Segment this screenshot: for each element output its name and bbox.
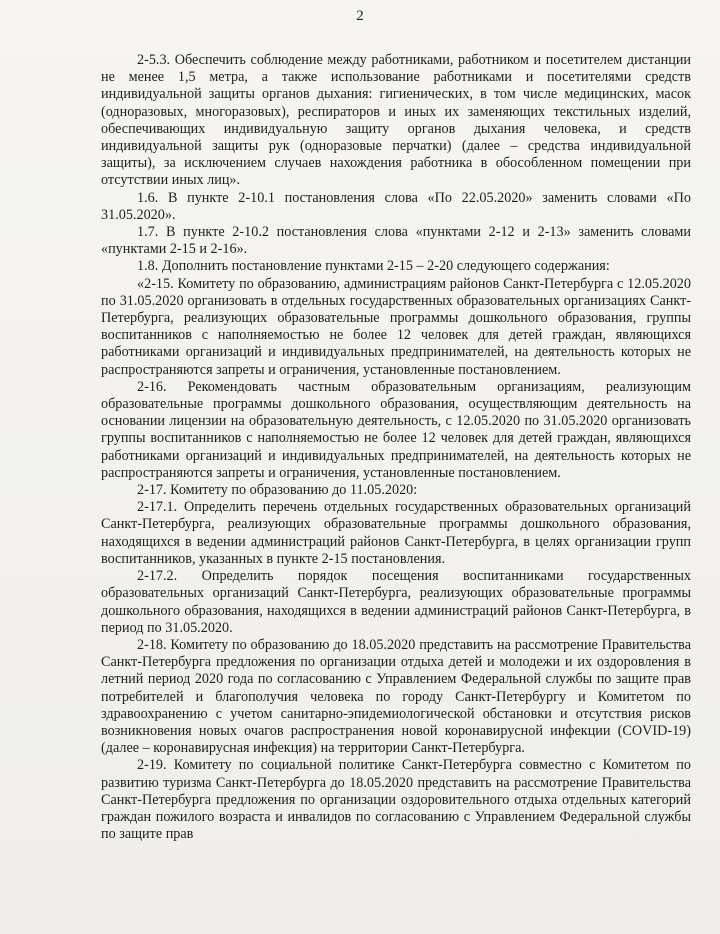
document-body — [101, 52, 691, 843]
paragraph-2-18: 2-18. Комитету по образованию до 18.05.2020 представить на рассмотрение Правительства Санкт-Петербурга предложения по организации отдыха детей и молодежи и их оздоровления в летний период 2020 года по согласованию с Управлением Федеральной службы по защите прав потребителей и благополучия человека по городу Санкт-Петербургу и Комитетом по здравоохранению с учетом санитарно-эпидемиологической обстановки и отсутствия рисков возникновения новых очагов распространения новой коронавирусной инфекции (COVID-19) (далее – коронавирусная инфекция) на территории Санкт-Петербурга. — [101, 636, 691, 757]
paragraph-2-19: 2-19. Комитету по социальной политике Санкт-Петербурга совместно с Комитетом по развитию туризма Санкт-Петербурга до 18.05.2020 представить на рассмотрение Правительства Санкт-Петербурга предложения по организации оздоровительного отдыха отдельных категорий граждан пожилого возраста и инвалидов по согласованию с Управлением Федеральной службы по защите прав — [101, 757, 691, 843]
paragraph-2-5-3: 2-5.3. Обеспечить соблюдение между работниками, работником и посетителем дистанции не менее 1,5 метра, а также использование работниками и посетителями средств индивидуальной защиты органов дыхания: гигиенических, в том числе медицинских, масок (одноразовых, многоразовых), респираторов и иных их заменяющих текстильных изделий, обеспечивающих индивидуальную защиту органов дыхания человека, и средств индивидуальной защиты рук (одноразовые перчатки) (далее – средства индивидуальной защиты), за исключением случаев нахождения работника в обособленном помещении при отсутствии иных лиц». — [101, 52, 691, 189]
page-number: 2 — [356, 8, 364, 24]
paragraph-1-8: 1.8. Дополнить постановление пунктами 2-15 – 2-20 следующего содержания: — [137, 258, 610, 275]
paragraph-2-16: 2-16. Рекомендовать частным образовательным организациям, реализующим образовательные программы дошкольного образования, осуществляющим деятельность на основании лицензии на образовательную деятельность, с 12.05.2020 по 31.05.2020 организовать группы воспитанников с наполняемостью не более 12 человек для детей граждан, являющихся работниками организаций и индивидуальных предпринимателей, на деятельность которых не распространяются запреты и ограничения, установленные постановлением. — [101, 378, 691, 481]
paragraph-2-17: 2-17. Комитету по образованию до 11.05.2020: — [137, 482, 418, 499]
paragraph-1-7: 1.7. В пункте 2-10.2 постановления слова «пунктами 2-12 и 2-13» заменить словами «пунктами 2-15 и 2-16». — [101, 224, 691, 258]
paragraph-2-17-2: 2-17.2. Определить порядок посещения воспитанниками государственных образовательных организаций Санкт-Петербурга, реализующих образовательные программы дошкольного образования, находящихся в ведении администраций районов Санкт-Петербурга, в период по 31.05.2020. — [101, 568, 691, 636]
paragraph-2-17-1: 2-17.1. Определить перечень отдельных государственных образовательных организаций Санкт-Петербурга, реализующих образовательные программы дошкольного образования, находящихся в ведении администраций районов Санкт-Петербурга, в целях организации групп воспитанников, указанных в пункте 2-15 постановления. — [101, 499, 691, 567]
paragraph-1-6: 1.6. В пункте 2-10.1 постановления слова «По 22.05.2020» заменить словами «По 31.05.2020». — [101, 189, 691, 223]
paragraph-2-15: «2-15. Комитету по образованию, администрациям районов Санкт-Петербурга с 12.05.2020 по 31.05.2020 организовать в отдельных государственных образовательных организациях Санкт-Петербурга, реализующих образовательные программы дошкольного образования, группы воспитанников с наполняемостью не более 12 человек для детей граждан, являющихся работниками организаций и индивидуальных предпринимателей, на деятельность которых не распространяются запреты и ограничения, установленные постановлением. — [101, 275, 691, 378]
